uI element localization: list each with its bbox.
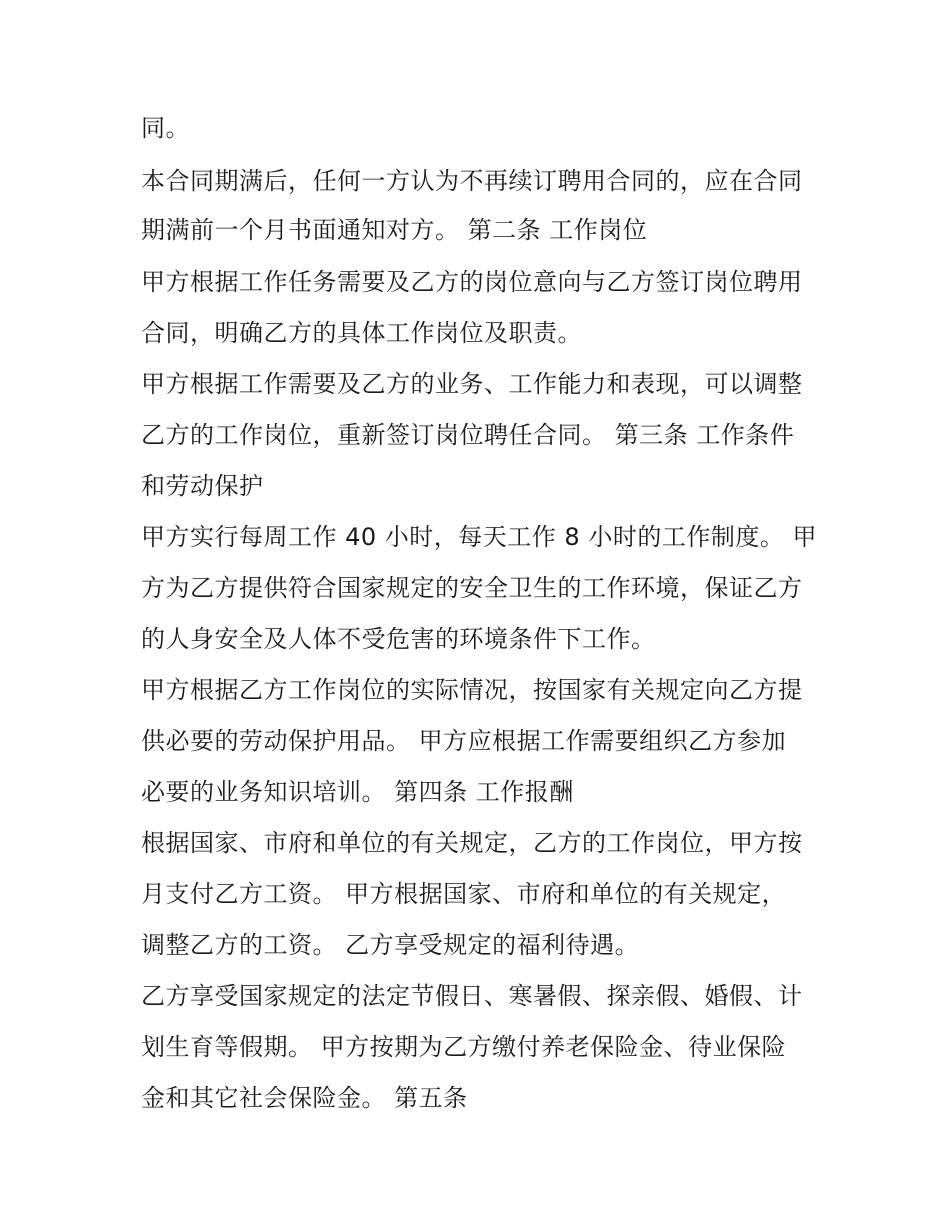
- text-line-17: 调整乙方的工资。 乙方享受规定的福利待遇。: [141, 931, 640, 959]
- text-line-19: 划生育等假期。 甲方按期为乙方缴付养老保险金、待业保险: [141, 1033, 787, 1061]
- text-line-6: 甲方根据工作需要及乙方的业务、工作能力和表现，可以调整: [141, 370, 803, 398]
- text-line-11: 的人身安全及人体不受危害的环境条件下工作。: [141, 625, 656, 653]
- text-line-5: 合同，明确乙方的具体工作岗位及职责。: [141, 319, 582, 347]
- text-line-10: 方为乙方提供符合国家规定的安全卫生的工作环境，保证乙方: [141, 574, 803, 602]
- text-line-7: 乙方的工作岗位，重新签订岗位聘任合同。 第三条 工作条件: [141, 421, 795, 449]
- text-line-9: 甲方实行每周工作 40 小时，每天工作 8 小时的工作制度。 甲: [141, 523, 817, 551]
- text-line-14: 必要的业务知识培训。 第四条 工作报酬: [141, 778, 574, 806]
- text-line-18: 乙方享受国家规定的法定节假日、寒暑假、探亲假、婚假、计: [141, 982, 803, 1010]
- text-line-2: 本合同期满后，任何一方认为不再续订聘用合同的，应在合同: [141, 167, 803, 195]
- text-line-13: 供必要的劳动保护用品。 甲方应根据工作需要组织乙方参加: [141, 727, 787, 755]
- text-line-1: 同。: [141, 114, 190, 142]
- text-line-4: 甲方根据工作任务需要及乙方的岗位意向与乙方签订岗位聘用: [141, 268, 803, 296]
- text-line-16: 月支付乙方工资。 甲方根据国家、市府和单位的有关规定，: [141, 880, 787, 908]
- text-line-3: 期满前一个月书面通知对方。 第二条 工作岗位: [141, 216, 648, 244]
- text-line-20: 金和其它社会保险金。 第五条: [141, 1084, 468, 1112]
- text-line-15: 根据国家、市府和单位的有关规定，乙方的工作岗位，甲方按: [141, 829, 803, 857]
- text-line-12: 甲方根据乙方工作岗位的实际情况，按国家有关规定向乙方提: [141, 676, 803, 704]
- text-line-8: 和劳动保护: [141, 472, 264, 500]
